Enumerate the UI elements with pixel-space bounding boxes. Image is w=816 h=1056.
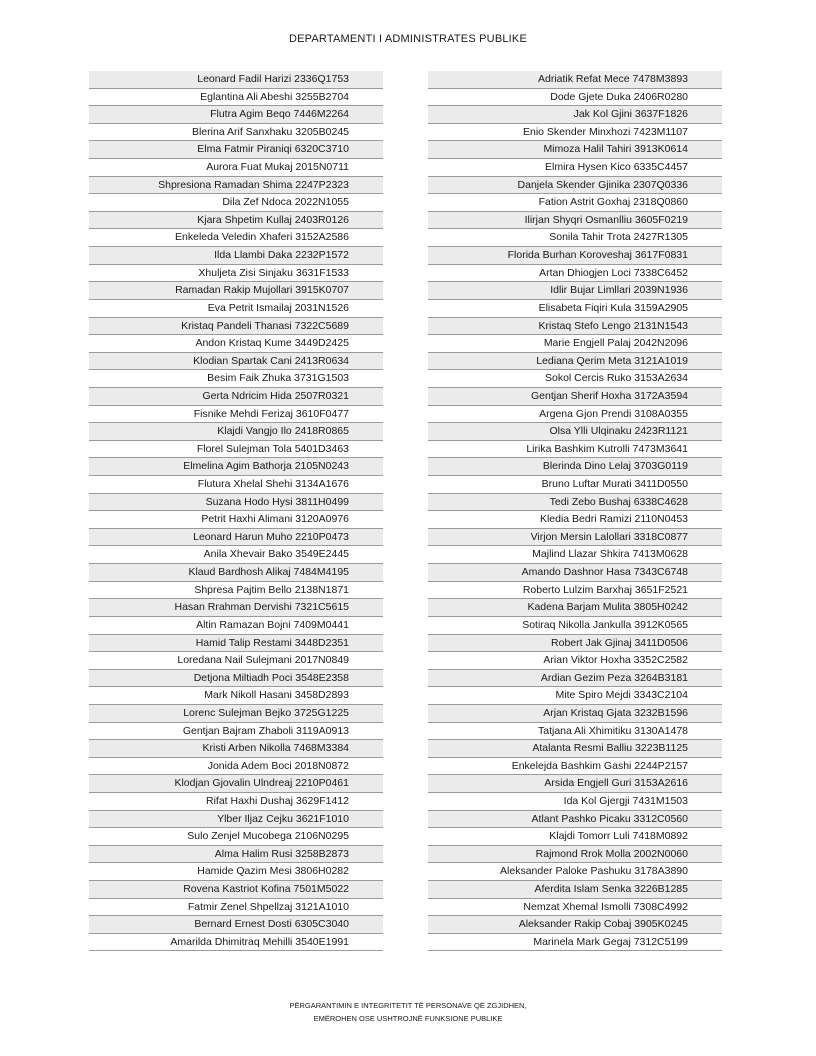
- list-item: Jak Kol Gjini 3637F1826: [428, 106, 722, 124]
- list-item: Rajmond Rrok Molla 2002N0060: [428, 846, 722, 864]
- list-item: Roberto Lulzim Barxhaj 3651F2521: [428, 582, 722, 600]
- list-item: Suzana Hodo Hysi 3811H0499: [89, 494, 383, 512]
- list-item: Mark Nikoll Hasani 3458D2893: [89, 687, 383, 705]
- list-item: Olsa Ylli Ulqinaku 2423R1121: [428, 423, 722, 441]
- page-title: DEPARTAMENTI I ADMINISTRATES PUBLIKE: [288, 33, 528, 45]
- list-item: Fation Astrit Goxhaj 2318Q0860: [428, 194, 722, 212]
- list-item: Idlir Bujar Limllari 2039N1936: [428, 282, 722, 300]
- list-item: Dila Zef Ndoca 2022N1055: [89, 194, 383, 212]
- list-item: Florel Sulejman Tola 5401D3463: [89, 441, 383, 459]
- list-item: Flutura Xhelal Shehi 3134A1676: [89, 476, 383, 494]
- list-item: Ylber Iljaz Cejku 3621F1010: [89, 811, 383, 829]
- list-item: Argena Gjon Prendi 3108A0355: [428, 406, 722, 424]
- list-item: Majlind Llazar Shkira 7413M0628: [428, 546, 722, 564]
- list-item: Kristi Arben Nikolla 7468M3384: [89, 740, 383, 758]
- list-item: Flutra Agim Beqo 7446M2264: [89, 106, 383, 124]
- list-item: Florida Burhan Koroveshaj 3617F0831: [428, 247, 722, 265]
- list-item: Sulo Zenjel Mucobega 2106N0295: [89, 828, 383, 846]
- list-item: Aleksander Rakip Cobaj 3905K0245: [428, 916, 722, 934]
- list-item: Ilda Llambi Daka 2232P1572: [89, 247, 383, 265]
- list-item: Gerta Ndricim Hida 2507R0321: [89, 388, 383, 406]
- footer-line-1: PËRGARANTIMIN E INTEGRITETIT TË PERSONAVE QË ZGJIDHEN,: [289, 1001, 527, 1010]
- list-item: Arjan Kristaq Gjata 3232B1596: [428, 705, 722, 723]
- list-item: Kledia Bedri Ramizi 2110N0453: [428, 511, 722, 529]
- list-item: Nemzat Xhemal Ismolli 7308C4992: [428, 899, 722, 917]
- list-item: Kristaq Stefo Lengo 2131N1543: [428, 318, 722, 336]
- list-item: Amarilda Dhimitraq Mehilli 3540E1991: [89, 934, 383, 952]
- list-item: Klajdi Vangjo Ilo 2418R0865: [89, 423, 383, 441]
- list-item: Robert Jak Gjinaj 3411D0506: [428, 635, 722, 653]
- list-item: Amando Dashnor Hasa 7343C6748: [428, 564, 722, 582]
- list-item: Andon Kristaq Kume 3449D2425: [89, 335, 383, 353]
- left-name-column: [89, 71, 383, 951]
- list-item: Fatmir Zenel Shpellzaj 3121A1010: [89, 899, 383, 917]
- list-item: Fisnike Mehdi Ferizaj 3610F0477: [89, 406, 383, 424]
- list-item: Xhuljeta Zisi Sinjaku 3631F1533: [89, 265, 383, 283]
- list-item: Leonard Harun Muho 2210P0473: [89, 529, 383, 547]
- list-item: Aferdita Islam Senka 3226B1285: [428, 881, 722, 899]
- list-item: Marinela Mark Gegaj 7312C5199: [428, 934, 722, 952]
- right-name-column: [428, 71, 722, 951]
- list-item: Sonila Tahir Trota 2427R1305: [428, 229, 722, 247]
- list-item: Danjela Skender Gjinika 2307Q0336: [428, 177, 722, 195]
- footer-line-2: EMËROHEN OSE USHTROJNË FUNKSIONE PUBLIKE: [313, 1014, 503, 1023]
- list-item: Hamide Qazim Mesi 3806H0282: [89, 863, 383, 881]
- list-item: Lediana Qerim Meta 3121A1019: [428, 353, 722, 371]
- list-item: Artan Dhiogjen Loci 7338C6452: [428, 265, 722, 283]
- list-item: Eglantina Ali Abeshi 3255B2704: [89, 89, 383, 107]
- list-item: Shpresa Pajtim Bello 2138N1871: [89, 582, 383, 600]
- list-item: Besim Faik Zhuka 3731G1503: [89, 370, 383, 388]
- list-item: Hamid Talip Restami 3448D2351: [89, 635, 383, 653]
- list-item: Virjon Mersin Lalollari 3318C0877: [428, 529, 722, 547]
- list-item: Klaud Bardhosh Alikaj 7484M4195: [89, 564, 383, 582]
- list-item: Ramadan Rakip Mujollari 3915K0707: [89, 282, 383, 300]
- list-item: Elma Fatmir Piraniqi 6320C3710: [89, 141, 383, 159]
- list-item: Jonida Adem Boci 2018N0872: [89, 758, 383, 776]
- list-item: Blerinda Dino Lelaj 3703G0119: [428, 458, 722, 476]
- list-item: Klodjan Gjovalin Ulndreaj 2210P0461: [89, 775, 383, 793]
- list-item: Aurora Fuat Mukaj 2015N0711: [89, 159, 383, 177]
- list-item: Mite Spiro Mejdi 3343C2104: [428, 687, 722, 705]
- list-item: Elmelina Agim Bathorja 2105N0243: [89, 458, 383, 476]
- list-item: Enio Skender Minxhozi 7423M1107: [428, 124, 722, 142]
- list-item: Bruno Luftar Murati 3411D0550: [428, 476, 722, 494]
- list-item: Sokol Cercis Ruko 3153A2634: [428, 370, 722, 388]
- list-item: Gentjan Sherif Hoxha 3172A3594: [428, 388, 722, 406]
- list-item: Klajdi Tomorr Luli 7418M0892: [428, 828, 722, 846]
- list-item: Elmira Hysen Kico 6335C4457: [428, 159, 722, 177]
- list-item: Anila Xhevair Bako 3549E2445: [89, 546, 383, 564]
- list-item: Bernard Ernest Dosti 6305C3040: [89, 916, 383, 934]
- list-item: Ardian Gezim Peza 3264B3181: [428, 670, 722, 688]
- list-item: Lirika Bashkim Kutrolli 7473M3641: [428, 441, 722, 459]
- list-item: Enkelejda Bashkim Gashi 2244P2157: [428, 758, 722, 776]
- list-item: Alma Halim Rusi 3258B2873: [89, 846, 383, 864]
- list-item: Ida Kol Gjergji 7431M1503: [428, 793, 722, 811]
- list-item: Atlant Pashko Picaku 3312C0560: [428, 811, 722, 829]
- list-item: Eva Petrit Ismailaj 2031N1526: [89, 300, 383, 318]
- list-item: Elisabeta Fiqiri Kula 3159A2905: [428, 300, 722, 318]
- list-item: Leonard Fadil Harizi 2336Q1753: [89, 71, 383, 89]
- list-item: Loredana Nail Sulejmani 2017N0849: [89, 652, 383, 670]
- list-item: Kristaq Pandeli Thanasi 7322C5689: [89, 318, 383, 336]
- list-item: Hasan Rrahman Dervishi 7321C5615: [89, 599, 383, 617]
- list-item: Altin Ramazan Bojni 7409M0441: [89, 617, 383, 635]
- list-item: Adriatik Refat Mece 7478M3893: [428, 71, 722, 89]
- list-item: Kjara Shpetim Kullaj 2403R0126: [89, 212, 383, 230]
- list-item: Lorenc Sulejman Bejko 3725G1225: [89, 705, 383, 723]
- list-item: Tatjana Ali Xhimitiku 3130A1478: [428, 723, 722, 741]
- list-item: Gentjan Bajram Zhaboli 3119A0913: [89, 723, 383, 741]
- list-item: Shpresiona Ramadan Shima 2247P2323: [89, 177, 383, 195]
- list-item: Sotiraq Nikolla Jankulla 3912K0565: [428, 617, 722, 635]
- list-item: Dode Gjete Duka 2406R0280: [428, 89, 722, 107]
- list-item: Rovena Kastriot Kofina 7501M5022: [89, 881, 383, 899]
- list-item: Petrit Haxhi Alimani 3120A0976: [89, 511, 383, 529]
- list-item: Ilirjan Shyqri Osmanlliu 3605F0219: [428, 212, 722, 230]
- list-item: Arian Viktor Hoxha 3352C2582: [428, 652, 722, 670]
- list-item: Blerina Arif Sanxhaku 3205B0245: [89, 124, 383, 142]
- list-item: Rifat Haxhi Dushaj 3629F1412: [89, 793, 383, 811]
- list-item: Aleksander Paloke Pashuku 3178A3890: [428, 863, 722, 881]
- list-item: Tedi Zebo Bushaj 6338C4628: [428, 494, 722, 512]
- list-item: Klodian Spartak Cani 2413R0634: [89, 353, 383, 371]
- list-item: Atalanta Resmi Balliu 3223B1125: [428, 740, 722, 758]
- list-item: Arsida Engjell Guri 3153A2616: [428, 775, 722, 793]
- list-item: Kadena Barjam Mulita 3805H0242: [428, 599, 722, 617]
- list-item: Enkeleda Veledin Xhaferi 3152A2586: [89, 229, 383, 247]
- list-item: Mimoza Halil Tahiri 3913K0614: [428, 141, 722, 159]
- page-footer: [0, 999, 816, 1025]
- list-item: Detjona Miltiadh Poci 3548E2358: [89, 670, 383, 688]
- list-item: Marie Engjell Palaj 2042N2096: [428, 335, 722, 353]
